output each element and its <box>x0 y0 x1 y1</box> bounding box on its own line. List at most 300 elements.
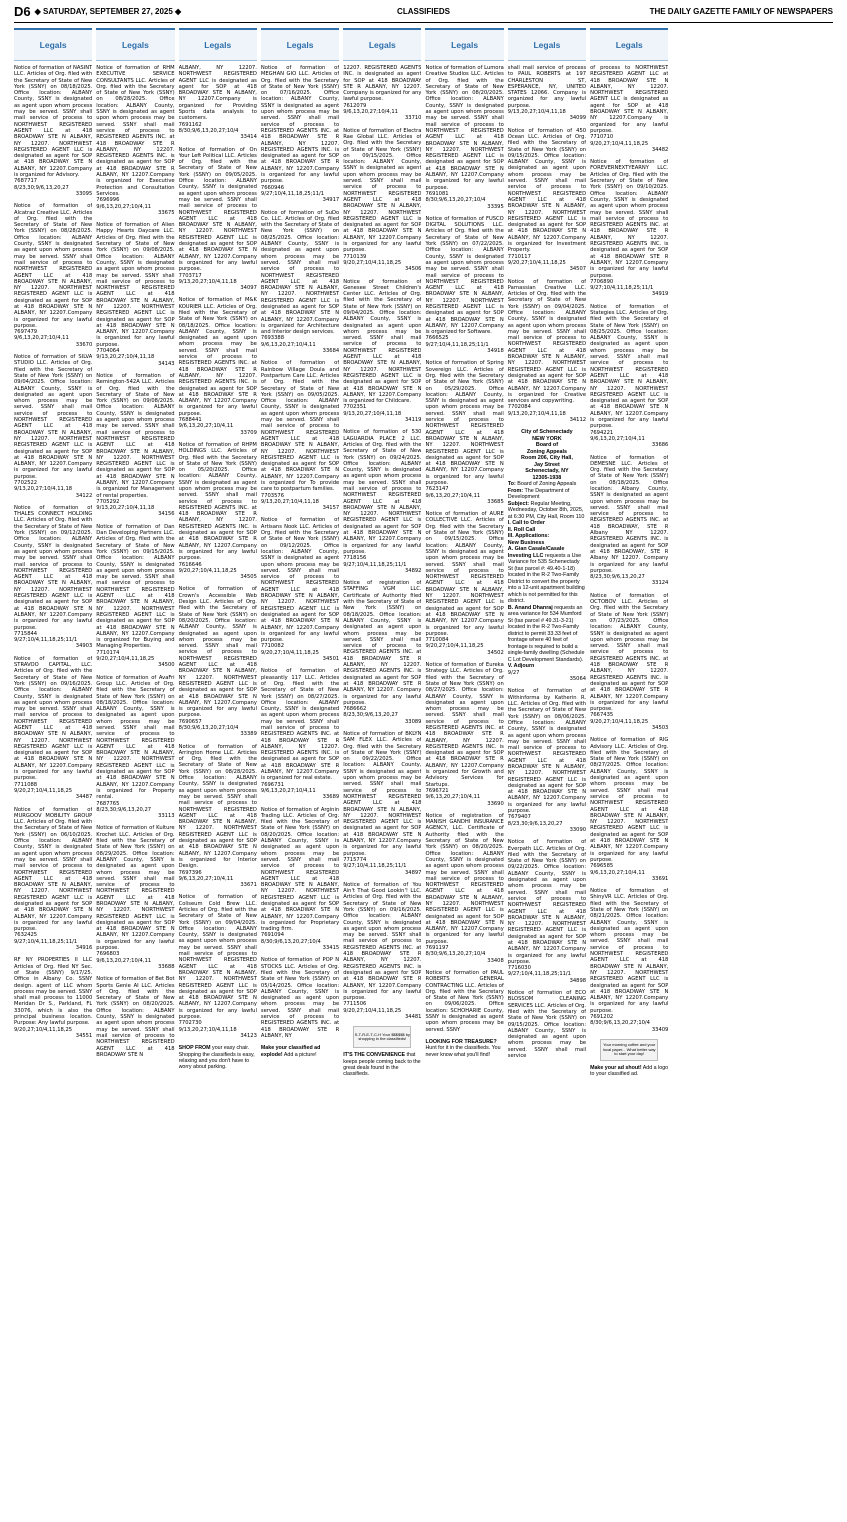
notice-run-dates: 9/6,13,20,27;10/4,11 <box>425 794 481 801</box>
section-name: CLASSIFIEDS <box>397 6 450 16</box>
notice-run-dates: 9/20,27;10/4,11,18,25 <box>343 259 402 266</box>
legal-notice <box>590 455 668 587</box>
notice-run-dates: 7691094 <box>260 932 284 939</box>
board-agenda-item: I. Call to Order <box>507 520 545 527</box>
board-heading-line: Schenectady, NY <box>525 468 569 475</box>
notice-run-dates: 9/13,20,27;10/4,11,18 <box>343 410 402 417</box>
notice-ad-number: 33709 <box>240 429 257 436</box>
board-heading-line: Jay Street <box>534 461 560 468</box>
notice-run-dates: 7691197 <box>425 945 449 952</box>
notice-text: Notice of formation of 450 Ocean LLC. Articles of Org. filed with the Secretary of State of New York (SSNY) on 09/15/2025. Office location: ALBANY County, SSNY is designated as agent upon whom process may be served. SSNY shall mail service of process to NORTHWEST REGISTERED AGENT LLC at 418 BROADWAY STE N ALBANY, NY 12207. NORTHWEST REGISTERED AGENT LLC is designated as agent for SOP at 418 BROADWAY STE N ALBANY, NY 12207.Company is organized for Investment Property. <box>507 127 587 254</box>
legal-notice <box>508 990 586 1059</box>
legal-notice <box>343 731 421 876</box>
promo-bold: IT'S THE CONVENIENCE <box>343 1052 406 1059</box>
notice-ad-number: 34112 <box>569 417 587 424</box>
zoning-board-notice <box>508 429 586 682</box>
legal-notice <box>425 360 503 505</box>
notice-ad-number: 35064 <box>569 676 587 683</box>
notice-text: RF NY PROPERTIES II LLC Articles of Org. filed NY Sec. of State (SSNY) 9/17/25. Office in Albany Co. SSNY design. agent of LLC whom process may be served. SSNY shall mail process to 11000 Meridan Dr S., Parkland, FL 33076, which is also the principal business location. Purpose: Any lawful purpose. <box>14 957 93 1027</box>
notice-ad-number: 34123 <box>240 1032 257 1039</box>
notice-text: Notice of formation of AURE COLLECTIVE LLC. Articles of Org. filed with the Secretary of State of New York (SSNY) on 09/15/2025. Office location: ALBANY County, SSNY is designated as agent upon whom process may be served. SSNY shall mail service of process to NORTHWEST REGISTERED AGENT LLC at 418 BROADWAY STE N ALBANY, NY 12207. NORTHWEST REGISTERED AGENT LLC is designated as agent for SOP at 418 BROADWAY STE N ALBANY, NY 12207.Company is organized for any lawful purpose. <box>425 511 504 637</box>
notice-run-dates: 7696731 <box>260 781 284 788</box>
notice-ad-number: 33688 <box>158 963 175 970</box>
board-heading-line: Room 206, City Hall, <box>521 455 573 462</box>
legal-notice <box>179 744 257 889</box>
notice-run-dates: 9/27;10/4,11,18,25;11/1 <box>14 938 78 945</box>
notice-text: Notice of formation of Dan Dan Developing Partners LLC. Articles of Org. filed with the Secretary of State of New York (SSNY) on 09/15/2025. Office location: ALBANY County, SSNY is designated as agent upon whom process may be served. SSNY shall mail service of process to NORTHWEST REGISTERED AGENT LLC at 418 BROADWAY STE N ALBANY, NY 12207. NORTHWEST REGISTERED AGENT LLC is designated as agent for SOP at 418 BROADWAY STE N ALBANY, NY 12207.Company is organized for Buying and Managing Properties. <box>96 523 175 650</box>
legal-notice <box>179 297 257 436</box>
notice-run-dates: 7710710 <box>590 134 614 141</box>
notice-run-dates: 9/27;10/4,11,18,25;11/1 <box>590 285 654 292</box>
board-subject <box>508 501 586 521</box>
legal-notice <box>261 210 339 355</box>
notice-run-dates: 9/13,20,27;10/4,11,18 <box>14 486 73 493</box>
legal-notice <box>179 147 257 292</box>
notice-text: Notice of formation of Rainbow Village Doula and Postpartum Care LLC. Articles of Org. filed with the Secretary of State of New York (SSNY) on 09/05/2025. Office location: ALBANY County, SSNY is designated as agent upon whom process may be served. SSNY shall mail service of process to NORTHWEST REGISTERED AGENT LLC at 418 BROADWAY STE N ALBANY, NY 12207. NORTHWEST REGISTERED AGENT LLC is designated as agent for SOP at 418 BROADWAY STE N ALBANY, NY 12207.Company is organized for To provide care to postpartum families. <box>260 360 340 493</box>
notice-run-dates: 8/23,30;9/6,13,20,27 <box>96 806 152 813</box>
notice-run-dates: 8/30;9/6,13,20,27;10/4 <box>425 951 486 958</box>
board-from-text: The Department of Development <box>507 487 570 501</box>
legal-notice <box>261 668 339 800</box>
notice-run-dates: 8/23,30;9/6,13,20,27 <box>343 712 398 719</box>
notice-run-dates: 9/13,20,27;10/4,11,18 <box>178 278 237 285</box>
notice-ad-number: 34918 <box>487 348 504 355</box>
notice-run-dates: 9/6,13,20,27;10/4,11 <box>343 109 398 116</box>
legals-column <box>14 28 92 1516</box>
legal-notice <box>96 373 174 518</box>
legal-notice <box>508 688 586 833</box>
notice-text: Notice of formation of Genesee Street Children's Center LLC. Articles of Org. filed with the Secretary of State of New York (SSNY) on 09/04/2025. Office location: ALBANY County, SSNY is designated as agent upon whom process may be served. SSNY shall mail service of process to NORTHWEST REGISTERED AGENT LLC at 418 BROADWAY STE N ALBANY, NY 12207. NORTHWEST REGISTERED AGENT LLC is designated as agent for SOP at 418 BROADWAY STE N ALBANY, NY 12207.Company is organized for Childcare. <box>343 278 422 405</box>
notice-run-dates: 9/20,27;10/4,11,18,25 <box>507 259 566 266</box>
promo-image <box>600 1039 658 1061</box>
notice-run-dates: 9/20,27;10/4,11,18,25 <box>590 718 649 725</box>
notice-ad-number: 34143 <box>158 360 175 367</box>
notice-text: Notice of formation of OCTOBOV LLC. Articles of Org. filed with the Secretary of State of New York (SSNY) on 07/23/2025. Office location: ALBANY County, SSNY is designated as agent upon whom process may be served. SSNY shall mail service of process to REGISTERED AGENTS INC. at 418 BROADWAY STE R ALBANY, NY 12207. REGISTERED AGENTS INC. is designated as agent for SOP at 418 BROADWAY STE R ALBANY, NY 12207.Company is organized for any lawful purpose. <box>590 592 669 713</box>
legal-notice <box>179 65 257 141</box>
notice-text: Notice of formation of Eureka Strategy LLC. Articles of Org. filed with the Secretary of State of New York (SSNY) on 08/27/2025. Office location: ALBANY County, SSNY is designated as agent upon whom process may be served. SSNY shall mail service of process to REGISTERED AGENTS INC. at 418 BROADWAY STE R ALBANY, NY 12207. REGISTERED AGENTS INC. is designated as agent for SOP at 418 BROADWAY STE R ALBANY, NY 12207.Company is organized for Growth and Advisory Services for Startups. <box>425 662 504 788</box>
notice-text: ALBANY, NY 12207. NORTHWEST REGISTERED AGENT LLC is designated as agent for SOP at 418 BROADWAY STE N ALBANY, NY 12207.Company is organized for Providing Sports data analysis to customers. <box>178 65 257 122</box>
notice-ad-number: 34503 <box>651 724 669 731</box>
promo-image <box>353 1026 411 1048</box>
column-heading: Legals <box>96 28 174 61</box>
notice-run-dates: 9/13,20,27;10/4,11,18 <box>507 109 566 116</box>
promo-text: your easy chair. Shopping the classifieds is easy, relaxing and you don't have to worry about parking. <box>178 1045 255 1071</box>
notice-text: Notice of formation of Parnassian Creative LLC. Articles of Org. filed with the Secretary of State of New York (SSNY) on 09/04/2025. Office location: ALBANY County, SSNY is designated as agent upon whom process may be served. SSNY shall mail service of process to NORTHWEST REGISTERED AGENT LLC at 418 BROADWAY STE N ALBANY, NY 12207. NORTHWEST REGISTERED AGENT LLC is designated as agent for SOP at 418 BROADWAY STE N ALBANY, NY 12207.Company is organized for Creative services and copywriting. <box>507 278 587 405</box>
notice-ad-number: 34119 <box>404 417 422 424</box>
notice-ad-number: 34897 <box>404 869 422 876</box>
notice-run-dates: 9/13,20,27;10/4,11,18 <box>96 354 155 361</box>
notice-ad-number: 33690 <box>487 800 504 807</box>
board-agenda-item: New Business <box>507 539 545 546</box>
legal-notice <box>179 894 257 1039</box>
board-application-b-text: requests an area variance for 534 Mumford St (tax parcel # 49.31-3-21) located in the R-2 Two-Family district to permit 33.33 feet of frontage where 40 feet of frontage is required to build a single-family dwelling (Schedule C Lot Development Standards). <box>507 604 585 663</box>
notice-run-dates: 7666525 <box>425 335 449 342</box>
board-application-a <box>508 546 586 605</box>
legal-notice <box>96 675 174 820</box>
notice-ad-number: 34917 <box>322 197 340 204</box>
legal-notice <box>343 279 421 424</box>
legal-notice <box>343 65 421 122</box>
notice-run-dates: 7710174 <box>96 649 120 656</box>
legal-notice <box>261 360 339 511</box>
board-to-text: Board of Zoning Appeals <box>515 481 577 488</box>
notice-run-dates: 7697479 <box>14 329 38 336</box>
notice-text: Notice of formation of Electra Rae Global LLC. Articles of Org. filed with the Secretary of State of New York (SSNY) on 09/15/2025. Office location: ALBANY County, SSNY is designated as agent upon whom process may be served. SSNY shall mail service of process to NORTHWEST REGISTERED AGENT LLC at 418 BROADWAY STE N ALBANY, NY 12207. NORTHWEST REGISTERED AGENT LLC is designated as agent for SOP at 418 BROADWAY STE N ALBANY, NY 12207.Company is organized for any lawful purpose. <box>343 127 422 254</box>
promo-text: Add a logo to your classified ad. <box>590 1064 669 1078</box>
legals-column <box>261 28 339 1516</box>
notice-run-dates: 7711506 <box>343 1001 367 1008</box>
notice-ad-number: 34916 <box>75 945 93 952</box>
notice-run-dates: 7623147 <box>425 486 449 493</box>
notice-run-dates: 9/27;10/4,11,18,25;11/1 <box>507 971 571 978</box>
notice-run-dates: 9/20,27;10/4,11,18,25 <box>178 567 237 574</box>
notice-run-dates: 8/30;9/6,13,20,27;10/4 <box>178 724 239 731</box>
notice-text: Notice of formation of THALES CONNECT HOLDING LLC. Articles of Org. filed with the Secretary of State of New York (SSNY) on 09/12/2025. Office location: ALBANY County, SSNY is designated as agent upon whom process may be served. SSNY shall mail service of process to NORTHWEST REGISTERED AGENT LLC at 418 BROADWAY STE N ALBANY, NY 12207. NORTHWEST REGISTERED AGENT LLC is designated as agent for SOP at 418 BROADWAY STE N ALBANY, NY 12207.Company is organized for any lawful purpose. <box>14 504 93 631</box>
notice-run-dates: 7687765 <box>96 800 120 807</box>
legals-column <box>343 28 421 1516</box>
notice-run-dates: 9/27;10/4,11,18,25;11/1 <box>343 863 407 870</box>
notice-text: Notice of formation of SILVA STUDIO LLC. Articles of Org. filed with the Secretary of State of New York (SSNY) on 09/04/2025. Office location: ALBANY County, SSNY is designated as agent upon whom process may be served. SSNY shall mail service of process to NORTHWEST REGISTERED AGENT LLC at 418 BROADWAY STE N ALBANY, NY 12207. NORTHWEST REGISTERED AGENT LLC is designated as agent for SOP at 418 BROADWAY STE N ALBANY, NY 12207.Company is organized for any lawful purpose. <box>14 354 93 480</box>
promo-image-caption: Your morning coffee and your local paper... What better way to start your day! <box>602 1042 656 1057</box>
legal-notice <box>343 580 421 725</box>
board-from <box>508 488 586 501</box>
masthead <box>14 0 833 23</box>
legals-column <box>179 28 257 1516</box>
notice-text: Notice of formation of Stategies LLC. Articles of Org. filed with the Secretary of State of New York (SSNY) on 08/25/2025. Office location: ALBANY County, SSNY is designated as agent upon whom process may be served. SSNY shall mail service of process to NORTHWEST REGISTERED AGENT LLC at 418 BROADWAY STE N ALBANY, NY 12207. NORTHWEST REGISTERED AGENT LLC is designated as agent for SOP at 418 BROADWAY STE N ALBANY, NY 12207.Company is organized for any lawful purpose. <box>590 303 669 430</box>
page-number: D6 <box>14 3 31 19</box>
notice-ad-number: 33095 <box>75 190 93 197</box>
notice-run-dates: 7715774 <box>343 856 367 863</box>
notice-ad-number: 33395 <box>487 203 504 210</box>
notice-ad-number: 33124 <box>651 580 669 587</box>
notice-run-dates: 9/6,13,20,27;10/4,11 <box>178 875 234 882</box>
notice-run-dates: 7711088 <box>14 781 38 788</box>
notice-ad-number: 34551 <box>75 1032 93 1039</box>
legal-notice <box>590 304 668 449</box>
notice-run-dates: 7691162 <box>178 121 202 128</box>
promo-filler <box>179 1045 257 1070</box>
board-agenda-item: II. Roll Call <box>507 526 536 533</box>
notice-ad-number: 33090 <box>569 826 587 833</box>
notice-run-dates: 8/23,30;9/6,13,20,27 <box>507 820 563 827</box>
notice-run-dates: 7710117 <box>507 253 531 260</box>
notice-run-dates: 7703576 <box>260 492 284 499</box>
notice-text: Notice of formation of RHM EXECUTIVE SERVICE CONSULTANTS LLC. Articles of Org. filed with the Secretary of State of New York (SSNY) on 08/28/2025. Office location: ALBANY County, SSNY is designated as agent upon whom process may be served. SSNY shall mail service of process to REGISTERED AGENTS INC. at 418 BROADWAY STE R ALBANY, NY 12207. REGISTERED AGENTS INC. is designated as agent for SOP at 418 BROADWAY STE R ALBANY, NY 12207.Company is organized for Executive Protection and Consultation Services. <box>96 65 175 197</box>
legal-notice <box>425 65 503 210</box>
notice-ad-number: 33089 <box>404 718 422 725</box>
notice-text: Notice of formation of BKLYN SAM FLEX LLC. Articles of Org. filed with the Secretary of State of New York (SSNY) on 09/22/2025. Office location: ALBANY County, SSNY is designated as agent upon whom process may be served. SSNY shall mail service of process to NORTHWEST REGISTERED AGENT LLC at 418 BROADWAY STE N ALBANY, NY 12207. NORTHWEST REGISTERED AGENT LLC is designated as agent for SOP at 418 BROADWAY STE N ALBANY, NY 12207.Company is organized for any lawful purpose. <box>343 730 422 857</box>
board-to-label: To: <box>507 481 516 488</box>
notice-run-dates: 7710139 <box>343 253 367 260</box>
notice-ad-number: 34099 <box>569 115 587 122</box>
notice-ad-number: 33686 <box>651 442 669 449</box>
notice-text: Notice of formation of You Ain't That Good Lookin'! LLC. Articles of Org. filed with the Secretary of State of New York (SSNY) on 09/16/2025. Office location: ALBANY County, SSNY is designated as agent upon whom process may be served. SSNY shall mail service of process to REGISTERED AGENTS INC. at 418 BROADWAY STE R ALBANY, NY 12207. REGISTERED AGENTS INC. is designated as agent for SOP at 418 BROADWAY STE R ALBANY, NY 12207.Company is organized for any lawful purpose. <box>343 881 422 1002</box>
legal-notice <box>261 517 339 662</box>
notice-run-dates: 7632425 <box>14 932 38 939</box>
notice-ad-number: 34506 <box>404 266 422 273</box>
notice-ad-number: 33671 <box>240 882 257 889</box>
legals-column <box>425 28 503 1516</box>
notice-text: Notice of registration of STAFFING VGM LLC. Certificate of Authority filed with the Secretary of State of New York (SSNY) on 08/18/2025. Office location: ALBANY County, SSNY is designated as agent upon whom process may be served. SSNY shall mail service of process to REGISTERED AGENTS INC. at 418 BROADWAY STE R ALBANY, NY 12207. REGISTERED AGENTS INC. is designated as agent for SOP at 418 BROADWAY STE R ALBANY, NY 12207. Company is organized for any lawful purpose. <box>343 580 422 706</box>
notice-run-dates: 9/6,13,20,27;10/4,11 <box>590 435 645 442</box>
column-heading: Legals <box>508 28 586 61</box>
notice-text: Notice of formation of NASINT LLC. Articles of Org. filed with the Secretary of State of New York (SSNY) on 08/18/2025. Office location: ALBANY County, SSNY is designated as agent upon whom process may be served. SSNY shall mail service of process to NORTHWEST REGISTERED AGENT LLC at 418 BROADWAY STE N ALBANY, NY 12207. NORTHWEST REGISTERED AGENT LLC is designated as agent for SOP at 418 BROADWAY STE N ALBANY, NY 12207.Company is organized for Advisory. <box>14 65 93 179</box>
notice-run-dates: 7691202 <box>590 1014 614 1021</box>
legal-notice <box>96 524 174 669</box>
notice-run-dates: 7688441 <box>178 417 202 424</box>
board-heading-line: NEW YORK <box>532 435 562 442</box>
notice-run-dates: 9/6,13,20,27;10/4,11 <box>96 957 152 964</box>
legal-notice <box>96 65 174 216</box>
board-heading-line: City of Schenectady <box>521 429 573 436</box>
legal-notice <box>179 586 257 737</box>
notice-ad-number: 34898 <box>569 977 587 984</box>
notice-run-dates: 7690657 <box>178 718 202 725</box>
publication-name: THE DAILY GAZETTE FAMILY OF NEWSPAPERS <box>649 6 833 16</box>
notice-run-dates: 9/13,20,27;10/4,11,18 <box>260 498 319 505</box>
board-application-b <box>508 605 586 664</box>
notice-text: Notice of formation of MEGHAN GIO LLC. Articles of Org. filed with the Secretary of State of New York (SSNY) on 07/16/2025. Office location: ALBANY County, SSNY is designated as agent upon whom process may be served. SSNY shall mail service of process to REGISTERED AGENTS INC. at 418 BROADWAY STE R ALBANY, NY 12207. REGISTERED AGENTS INC. is designated as agent for SOP at 418 BROADWAY STE R ALBANY, NY 12207.Company is organized for any lawful purpose. <box>260 65 340 185</box>
legal-notice <box>508 65 586 122</box>
notice-text: Notice of formation of MURGOOV MOBILITY GROUP LLC. Articles of Org. filed with the Secretary of State of New York (SSNY) on 06/10/2025. Office location: ALBANY County, SSNY is designated as agent upon whom process may be served. SSNY shall mail service of process to NORTHWEST REGISTERED AGENT LLC at 418 BROADWAY STE N ALBANY, NY 12207. NORTHWEST REGISTERED AGENT LLC is designated as agent for SOP at 418 BROADWAY STE N ALBANY, NY 12207.Company is organized for any lawful purpose. <box>14 806 93 933</box>
promo-bold: LOOKING FOR TREASURE? <box>425 1038 497 1045</box>
legal-notice <box>508 128 586 273</box>
notice-run-dates: 7660946 <box>260 184 284 191</box>
notice-text: Notice of formation of pleasantly 117 LLC. Articles of Org. filed with the Secretary of State of New York (SSNY) on 08/27/2025. Office location: ALBANY County, SSNY is designated as agent upon whom process may be served. SSNY shall mail service of process to REGISTERED AGENTS INC. at 418 BROADWAY STE R ALBANY, NY 12207. REGISTERED AGENTS INC. is designated as agent for SOP at 418 BROADWAY STE R ALBANY, NY 12207.Company is organized for real estate. <box>260 668 340 782</box>
column-heading: Legals <box>179 28 257 61</box>
notice-text: Notice of formation of SuDo Co. LLC. Articles of Org. filed with the Secretary of State of New York (SSNY) on 08/25/2025. Office location: ALBANY County, SSNY is designated as agent upon whom process may be served. SSNY shall mail service of process to NORTHWEST REGISTERED AGENT LLC at 418 BROADWAY STE N ALBANY, NY 12207. NORTHWEST REGISTERED AGENT LLC is designated as agent for SOP at 418 BROADWAY STE N ALBANY, NY 12207.Company is organized for Architecture and Interior design services. <box>260 209 340 336</box>
notice-run-dates: 7686662 <box>343 706 367 713</box>
legal-notice <box>261 65 339 204</box>
notice-text: Notice of formation of Arrington Home LLC. Articles of Org. filed with the Secretary of State of New York (SSNY) on 08/28/2025. Office location: ALBANY County, SSNY is designated as agent upon whom process may be served. SSNY shall mail service of process to NORTHWEST REGISTERED AGENT LLC at 418 BROADWAY STE N ALBANY, NY 12207. NORTHWEST REGISTERED AGENT LLC is designated as agent for SOP at 418 BROADWAY STE N ALBANY, NY 12207.Company is organized for Interior Design. <box>178 743 257 870</box>
notice-run-dates: 7697396 <box>178 869 202 876</box>
notice-run-dates: 7702084 <box>507 404 531 411</box>
notice-ad-number: 34501 <box>322 656 340 663</box>
notice-run-dates: 9/6,13,20,27;10/4,11 <box>14 335 69 342</box>
notice-text: Notice of formation of RIG Advisory LLC. Articles of Org. filed with the Secretary of State of New York (SSNY) on 08/27/2025. Office location: ALBANY County, SSNY is designated as agent upon whom process may be served. SSNY shall mail service of process to NORTHWEST REGISTERED AGENT LLC at 418 BROADWAY STE N ALBANY, NY 12207. NORTHWEST REGISTERED AGENT LLC is designated as agent for SOP at 418 BROADWAY STE N ALBANY, NY 12207.Company is organized for any lawful purpose. <box>590 737 669 863</box>
notice-run-dates: 7704064 <box>96 348 120 355</box>
notice-text: Notice of formation of M&K KOURIER LLC. Articles of Org. filed with the Secretary of State of New York (SSNY) on 08/18/2025. Office location: ALBANY County, SSNY is designated as agent upon whom process may be served. SSNY shall mail service of process to REGISTERED AGENTS INC. at 418 BROADWAY STE R ALBANY, NY 12207. REGISTERED AGENTS INC. is designated as agent for SOP at 418 BROADWAY STE R ALBANY, NY 12207.Company is organized for any lawful purpose. <box>178 297 257 417</box>
notice-ad-number: 34156 <box>158 511 175 518</box>
legal-columns <box>14 28 833 1516</box>
notice-ad-number: 33710 <box>404 115 422 122</box>
notice-run-dates: 7612079 <box>343 102 367 109</box>
promo-image-caption: S-T-R-E-T-C-H Your $$$$$$ by shopping in the classifieds! <box>354 1031 410 1042</box>
notice-run-dates: 7679407 <box>507 814 531 821</box>
notice-run-dates: 7710084 <box>425 637 449 644</box>
notice-text: Notice of formation of Crown's Accessible Web Design LLC. Articles of Org. filed with the Secretary of State of New York (SSNY) on 08/20/2025. Office location: ALBANY County, SSNY is designated as agent upon whom process may be served. SSNY shall mail service of process to NORTHWEST REGISTERED AGENT LLC at 418 BROADWAY STE N ALBANY, NY 12207. NORTHWEST REGISTERED AGENT LLC is designated as agent for SOP at 418 BROADWAY STE N ALBANY, NY 12207.Company is organized for any lawful purpose. <box>178 586 257 719</box>
legal-notice <box>425 970 503 1033</box>
column-heading: Legals <box>343 28 421 61</box>
notice-run-dates: 9/6,13,20,27;10/4,11 <box>96 203 152 210</box>
promo-text: Hunt for it in the classifieds. You never know what you'll find! <box>425 1045 501 1058</box>
legal-notice <box>14 65 92 197</box>
notice-run-dates: 7616646 <box>178 561 202 568</box>
notice-run-dates: 9/27;10/4,11,18,25;11/1 <box>425 341 489 348</box>
legal-notice <box>14 505 92 650</box>
legal-notice <box>590 888 668 1033</box>
legal-notice <box>14 807 92 952</box>
notice-run-dates: 7710082 <box>260 643 284 650</box>
notice-run-dates: 9/13,20,27;10/4,11,18 <box>178 1026 237 1033</box>
promo-filler <box>343 1052 421 1077</box>
column-heading: Legals <box>425 28 503 61</box>
notice-text: Notice of formation of Artisans Nook LLC. Articles of Org. filed with the Secretary of State of New York (SSNY) on 09/12/2025. Office location: ALBANY County, SSNY is designated as agent upon whom process may be served. SSNY shall mail service of process to NORTHWEST REGISTERED AGENT LLC at 418 BROADWAY STE N ALBANY, NY 12207. NORTHWEST REGISTERED AGENT LLC is designated as agent for SOP at 418 BROADWAY STE N ALBANY, NY 12207.Company is organized for any lawful purpose. <box>260 517 340 644</box>
notice-run-dates: 7696803 <box>96 951 120 958</box>
notice-ad-number: 34919 <box>651 291 669 298</box>
notice-ad-number: 33670 <box>75 341 93 348</box>
notice-run-dates: 9/6,13,20,27;10/4,11 <box>590 869 645 876</box>
board-from-label: From: <box>507 487 524 494</box>
board-subject-label: Subject: <box>507 500 530 507</box>
promo-text: Add a picture! <box>282 1051 317 1058</box>
notice-run-dates: 7702730 <box>178 1020 202 1027</box>
notice-run-dates: 7696721 <box>425 787 449 794</box>
notice-run-dates: 9/27;10/4,11,18,25;11/1 <box>14 637 78 644</box>
legal-notice <box>96 222 174 367</box>
notice-run-dates: 7702522 <box>14 480 38 486</box>
notice-run-dates: 7718156 <box>343 555 367 562</box>
notice-run-dates: 7667435 <box>590 712 614 719</box>
notice-ad-number: 33689 <box>322 794 340 801</box>
legal-notice <box>590 159 668 298</box>
board-agenda-item: III. Applications: <box>507 533 550 540</box>
column-heading: Legals <box>261 28 339 61</box>
notice-text: Notice of formation of Alcatraz Creative LLC. Articles of Org. filed with the Secretary of State of New York (SSNY) on 08/28/2025. Office location: ALBANY County, SSNY is designated as agent upon whom process may be served. SSNY shall mail service of process to NORTHWEST REGISTERED AGENT LLC at 418 BROADWAY STE N ALBANY, NY 12207. NORTHWEST REGISTERED AGENT LLC is designated as agent for SOP at 418 BROADWAY STE N ALBANY, NY 12207.Company is organized for any lawful purpose. <box>14 203 93 329</box>
promo-bold: Make your classified ad explode! <box>260 1045 321 1058</box>
notice-text: Notice of formation of Everpath LLC. Articles of Org. filed with the Secretary of State of New York (SSNY) on 09/22/2025. Office location: ALBANY County, SSNY is designated as agent upon whom process may be served. SSNY shall mail service of process to NORTHWEST REGISTERED AGENT LLC at 418 BROADWAY STE N ALBANY, NY 12207. NORTHWEST REGISTERED AGENT LLC is designated as agent for SOP at 418 BROADWAY STE N ALBANY, NY 12207.Company is organized for any lawful purpose. <box>507 839 587 965</box>
notice-ad-number: 34502 <box>487 649 504 656</box>
notice-run-dates: 7693388 <box>260 335 284 342</box>
notice-run-dates: 7696996 <box>96 197 120 204</box>
notice-ad-number: 33113 <box>158 813 175 820</box>
notice-text: Notice of formation of STRAVOO CAPITAL, LLC. Articles of Org. filed with the Secretary of State of New York (SSNY) on 09/16/2025. Office location: ALBANY County, SSNY is designated as agent upon whom process may be served. SSNY shall mail service of process to NORTHWEST REGISTERED AGENT LLC at 418 BROADWAY STE N ALBANY, NY 12207. NORTHWEST REGISTERED AGENT LLC is designated as agent for SOP at 418 BROADWAY STE N ALBANY, NY 12207.Company is organized for any lawful purpose. <box>14 655 93 782</box>
notice-text: Notice of formation of Bet Bot Sports Genie AI LLC. Articles of Org. filed with the Secretary of State of New York (SSNY) on 08/20/2025. Office location: ALBANY County, SSNY is designated as agent upon whom process may be served. SSNY shall mail service of process to NORTHWEST REGISTERED AGENT LLC at 418 BROADWAY STE N <box>96 976 175 1058</box>
notice-run-dates: 8/30;9/6,13,20,27;10/4 <box>425 197 486 204</box>
legal-notice <box>508 839 586 984</box>
board-heading-line: Board of <box>535 442 559 449</box>
promo-filler <box>425 1039 503 1058</box>
notice-ad-number: 34500 <box>158 662 175 669</box>
notice-text: Notice of formation of Arginin Trading LLC. Articles of Org. filed with the Secretary of State of New York (SSNY) on 08/20/2025. Office location: ALBANY County, SSNY is designated as agent upon whom process may be served. SSNY shall mail service of process to NORTHWEST REGISTERED AGENT LLC at 418 BROADWAY STE N ALBANY, NY 12207. NORTHWEST REGISTERED AGENT LLC is designated as agent for SOP at 418 BROADWAY STE N ALBANY, NY 12207.Company is organized for Proprietary trading firm. <box>260 806 340 933</box>
notice-ad-number: 34505 <box>240 574 257 581</box>
notice-run-dates: 9/20,27;10/4,11,18,25 <box>425 643 484 650</box>
notice-text: Notice of formation of POP N STOCKS LLC. Articles of Org. filed with the Secretary of State of New York (SSNY) on 05/14/2025. Office location: ALBANY County, SSNY is designated as agent upon whom process may be served. SSNY shall mail service of process to REGISTERED AGENTS INC. at 418 BROADWAY STE R ALBANY, NY <box>260 957 340 1039</box>
notice-run-dates: 9/13,20,27;10/4,11,18 <box>507 410 566 417</box>
legal-notice <box>14 203 92 348</box>
notice-text: Notice of formation of Remington-542A LLC. Articles of Org. filed with the Secretary of State of New York (SSNY) on 09/08/2025. Office location: ALBANY County, SSNY is designated as agent upon whom process may be served. SSNY shall mail service of process to NORTHWEST REGISTERED AGENT LLC at 418 BROADWAY STE N ALBANY, NY 12207. NORTHWEST REGISTERED AGENT LLC is designated as agent for SOP at 418 BROADWAY STE N ALBANY, NY 12207.Company is organized for Management of rental properties. <box>96 372 175 499</box>
notice-ad-number: 33389 <box>240 731 257 738</box>
notice-run-dates: 8/30;9/6,13,20,27;10/4 <box>260 938 321 945</box>
issue-date: ◆ SATURDAY, SEPTEMBER 27, 2025 ◆ <box>34 6 182 16</box>
board-meta <box>508 670 586 683</box>
notice-ad-number: 34892 <box>404 567 422 574</box>
notice-ad-number: 33409 <box>651 1026 669 1033</box>
notice-run-dates: 9/20,27;10/4,11,18,25 <box>14 1026 73 1033</box>
board-application-b-label: B. Anand Dhanraj <box>507 604 553 611</box>
promo-filler <box>261 1045 339 1058</box>
notice-run-dates: 9/13,20,27;10/4,11,18 <box>96 505 155 512</box>
notice-ad-number: 34507 <box>569 266 587 273</box>
notice-ad-number: 33685 <box>487 498 504 505</box>
board-heading-line: 12305-1938 <box>532 474 562 481</box>
notice-run-dates: 9/6,13,20,27;10/4,11 <box>425 492 481 499</box>
notice-ad-number: 33675 <box>158 209 175 216</box>
legals-column <box>590 28 668 1516</box>
notice-ad-number: 34157 <box>322 505 340 512</box>
notice-run-dates: 7716030 <box>507 965 531 972</box>
column-heading: Legals <box>590 28 668 61</box>
notice-run-dates: 8/23,30;9/6,13,20,27 <box>590 574 645 581</box>
notice-run-dates: 8/30;9/6,13,20,27;10/4 <box>590 1020 650 1027</box>
notice-ad-number: 33691 <box>651 875 669 882</box>
notice-ad-number: 34487 <box>75 794 93 801</box>
notice-text: shall mail service of process to PAUL ROBERTS at 197 CHARLESTON ST, ESPERANCE, NY, UNITED STATES 12066. Company is organized for any lawful purpose. <box>507 65 587 109</box>
notice-run-dates: 8/30;9/6,13,20,27;10/4 <box>178 127 239 134</box>
legals-column <box>508 28 586 1516</box>
notice-run-dates: 7687717 <box>14 178 38 185</box>
notice-run-dates: 7706890 <box>590 278 614 285</box>
notice-ad-number: 34482 <box>651 146 669 153</box>
notice-run-dates: 9/27;10/4,11,18,25;11/1 <box>260 190 325 197</box>
masthead-left <box>14 4 181 19</box>
notice-run-dates: 9/6,13,20,27;10/4,11 <box>260 341 316 348</box>
legal-notice <box>343 128 421 273</box>
promo-bold: SHOP FROM <box>178 1045 211 1052</box>
notice-text: Notice of formation of RHPM HOLDINGS LLC. Articles of Org. filed with the Secretary of State of New York (SSNY) on 05/20/2025. Office location: ALBANY County, SSNY is designated as agent upon whom process may be served. SSNY shall mail service of process to REGISTERED AGENTS INC. at 418 BROADWAY STE R ALBANY, NY 12207. REGISTERED AGENTS INC. is designated as agent for SOP at 418 BROADWAY STE R ALBANY, NY 12207.Company is organized for any lawful purpose. <box>178 441 257 562</box>
legal-notice <box>343 429 421 574</box>
notice-run-dates: 9/6,13,20,27;10/4,11 <box>260 787 316 794</box>
legal-notice <box>343 882 421 1021</box>
notice-run-dates: 9/27;10/4,11,18,25;11/1 <box>343 561 407 568</box>
notice-text: Notice of formation of AvaFri Group LLC. Articles of Org. filed with the Secretary of State of New York (SSNY) on 08/18/2025. Office location: ALBANY County, SSNY is designated as agent upon whom process may be served. SSNY shall mail service of process to NORTHWEST REGISTERED AGENT LLC at 418 BROADWAY STE N ALBANY, NY 12207. NORTHWEST REGISTERED AGENT LLC is designated as agent for SOP at 418 BROADWAY STE N ALBANY, NY 12207.Company is organized for Property rental. <box>96 674 175 801</box>
legal-notice <box>14 957 92 1039</box>
legal-notice <box>179 442 257 581</box>
legal-notice <box>425 511 503 656</box>
board-heading-line: Zoning Appeals <box>526 448 568 455</box>
promo-filler <box>590 1065 668 1078</box>
notice-text: Notice of formation of Coliseum Cold Brew LLC. Articles of Org. filed with the Secretary of State of New York (SSNY) on 09/04/2025. Office location: ALBANY County, SSNY is designated as agent upon whom process may be served. SSNY shall mail service of process to NORTHWEST REGISTERED AGENT LLC at 418 BROADWAY STE N ALBANY, NY 12207. NORTHWEST REGISTERED AGENT LLC is designated as agent for SOP at 418 BROADWAY STE N ALBANY, NY 12207.Company is organized for any lawful purpose. <box>178 894 257 1021</box>
notice-ad-number: 34122 <box>75 492 93 499</box>
promo-bold: Make your ad shout! <box>590 1064 642 1071</box>
notice-run-dates: 7702351 <box>343 404 367 411</box>
legal-notice <box>425 662 503 807</box>
board-application-a-text: requests a Use Variance for 535 Schenectady St (tax parcel #: 49.40-1-18) located in the R-2 Two-Family District to convert the property into a 12-unit apartment building which is not permitted for this district. <box>507 552 585 605</box>
notice-ad-number: 33414 <box>240 134 257 141</box>
notice-run-dates: 9/6,13,20,27;10/4,11 <box>178 423 234 430</box>
notice-run-dates: 7705292 <box>96 498 120 505</box>
notice-text: Notice of formation of ECO BLOSSOM CLEANING SERVICES LLC. Articles of Org. filed with the Secretary of State of New York (SSNY) on 09/15/2025. Office location: ALBANY County, SSNY is designated as agent upon whom process may be served. SSNY shall mail service <box>507 990 587 1060</box>
notice-text: Notice of formation of ShinyVR LLC. Articles of Org. filed with the Secretary of State of New York (SSNY) on 08/21/2025. Office location: ALBANY County, SSNY is designated as agent upon whom process may be served. SSNY shall mail service of process to NORTHWEST REGISTERED AGENT LLC at 418 BROADWAY STE N ALBANY, NY 12207. NORTHWEST REGISTERED AGENT LLC is designated as agent for SOP at 418 BROADWAY STE N ALBANY, NY 12207.Company is organized for any lawful purpose. <box>590 888 669 1014</box>
legal-notice <box>14 354 92 499</box>
notice-text: Notice of formation of Lumora Creative Studios LLC. Articles of Org. filed with the Secretary of State of New York (SSNY) on 08/20/2025. Office location: ALBANY County, SSNY is designated as agent upon whom process may be served. SSNY shall mail service of process to NORTHWEST REGISTERED AGENT LLC at 418 BROADWAY STE N ALBANY, NY 12207. NORTHWEST REGISTERED AGENT LLC is designated as agent for SOP at 418 BROADWAY STE N ALBANY, NY 12207.Company is organized for any lawful purpose. <box>425 65 504 191</box>
notice-text: Notice of formation of Withinforma by Katherin R. LLC. Articles of Org. filed with the Secretary of State of New York (SSNY) on 08/06/2025. Office location: ALBANY County, SSNY is designated as agent upon whom process may be served. SSNY shall mail service of process to NORTHWEST REGISTERED AGENT LLC at 418 BROADWAY STE N ALBANY, NY 12207. NORTHWEST REGISTERED AGENT LLC is designated as agent for SOP at 418 BROADWAY STE N ALBANY, NY 12207.Company is organized for any lawful purpose. <box>507 688 587 815</box>
board-application-a-label: A. Gian Casale/Casale Investing LLC <box>507 546 565 559</box>
notice-text: Notice of formation of Spring Sovereign LLC. Articles of Org. filed with the Secretary of State of New York (SSNY) on 05/29/2025. Office location: ALBANY County, SSNY is designated as agent upon whom process may be served. SSNY shall mail service of process to NORTHWEST REGISTERED AGENT LLC at 418 BROADWAY STE N ALBANY, NY 12207. NORTHWEST REGISTERED AGENT LLC is designated as agent for SOP at 418 BROADWAY STE N ALBANY, NY 12207.Company is organized for any lawful purpose. <box>425 360 504 486</box>
notice-text: Notice of formation of 530 LAGUARDIA PLACE 2 LLC. Articles of Org. filed with the Secretary of State of New York (SSNY) on 09/24/2025. Office location: ALBANY County, SSNY is designated as agent upon whom process may be served. SSNY shall mail service of process to NORTHWEST REGISTERED AGENT LLC at 418 BROADWAY STE N ALBANY, NY 12207. NORTHWEST REGISTERED AGENT LLC is designated as agent for SOP at 418 BROADWAY STE N ALBANY, NY 12207.Company is organized for any lawful purpose. <box>343 429 422 555</box>
legal-notice <box>590 737 668 882</box>
legal-notice <box>590 65 668 153</box>
notice-run-dates: 7715844 <box>14 630 38 637</box>
notice-run-dates: 7694221 <box>590 429 614 436</box>
notice-run-dates: 9/20,27;10/4,11,18,25 <box>590 140 649 147</box>
legals-column <box>96 28 174 1516</box>
notice-ad-number: 33408 <box>487 957 504 964</box>
legal-notice <box>96 825 174 970</box>
legal-notice <box>508 279 586 424</box>
notice-run-dates: 7696585 <box>590 863 614 870</box>
column-heading: Legals <box>14 28 92 61</box>
